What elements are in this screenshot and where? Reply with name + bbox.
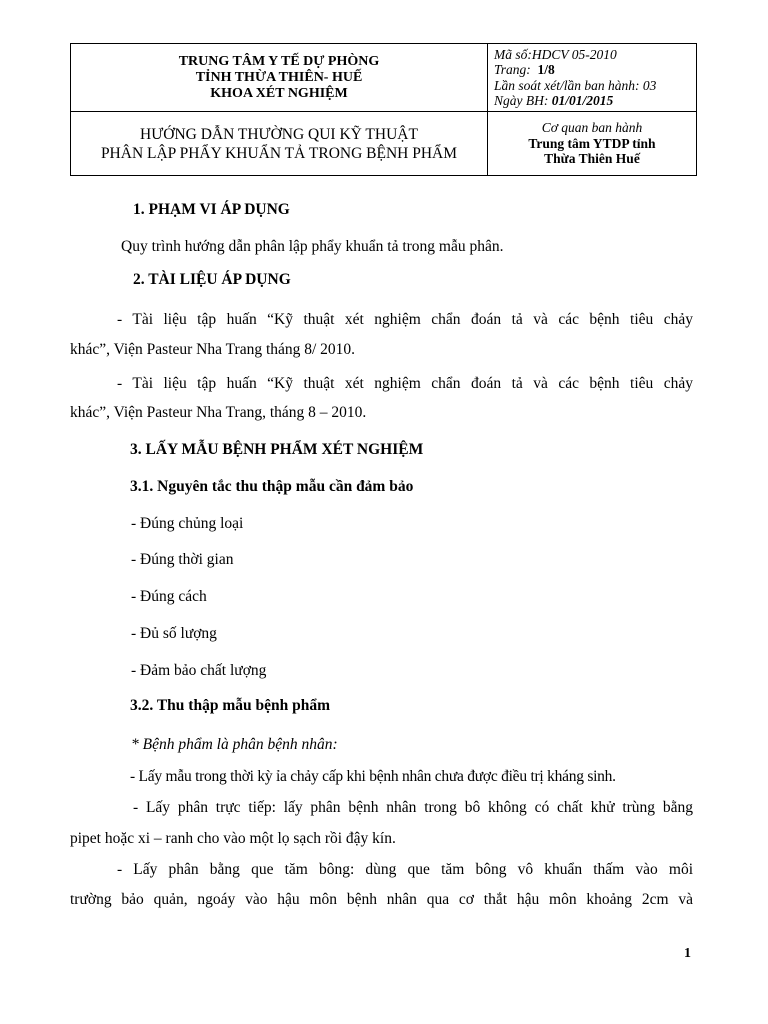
procedure-paragraph-1: - Lấy mẫu trong thời kỳ ỉa chảy cấp khi bệnh nhân chưa được điều trị kháng sinh.	[130, 768, 616, 785]
document-info-cell	[488, 44, 697, 112]
revision-info: Lần soát xét/lần ban hành: 03	[494, 77, 657, 93]
principle-item: - Đúng chủng loại	[131, 515, 244, 532]
procedure-paragraph-3-line-1: - Lấy phân bằng que tăm bông: dùng que tăm bông vô khuẩn thấm vào môi	[117, 861, 693, 878]
title-line-2: PHÂN LẬP PHẨY KHUẨN TẢ TRONG BỆNH PHẨM	[100, 144, 458, 162]
section-1-heading: 1. PHẠM VI ÁP DỤNG	[133, 201, 290, 218]
procedure-paragraph-2-line-1: - Lấy phân trực tiếp: lấy phân bệnh nhân trong bô không có chất khử trùng bằng	[133, 799, 693, 816]
org-line-3: KHOA XÉT NGHIỆM	[210, 85, 348, 101]
section-3-1-heading: 3.1. Nguyên tắc thu thập mẫu cần đảm bảo	[130, 478, 414, 495]
org-line-2: TỈNH THỪA THIÊN- HUẾ	[195, 69, 363, 85]
section-3-2-heading: 3.2. Thu thập mẫu bệnh phẩm	[130, 697, 331, 714]
section-2-heading: 2. TÀI LIỆU ÁP DỤNG	[133, 271, 291, 288]
reference-1-line-1: - Tài liệu tập huấn “Kỹ thuật xét nghiệm chẩn đoán tả và các bệnh tiêu chảy	[117, 311, 693, 328]
organization-cell	[71, 44, 488, 112]
issuer-label: Cơ quan ban hành	[541, 120, 643, 136]
org-line-1: TRUNG TÂM Y TẾ DỰ PHÒNG	[178, 53, 380, 69]
issuer-line-1: Trung tâm YTDP tỉnh	[528, 135, 656, 151]
reference-2-line-1: - Tài liệu tập huấn “Kỹ thuật xét nghiệm chẩn đoán tả và các bệnh tiêu chảy	[117, 375, 693, 392]
page-info: Trang: 1/8	[494, 62, 555, 77]
section-3-heading: 3. LẤY MẪU BỆNH PHẨM XÉT NGHIỆM	[130, 441, 424, 458]
principle-item: - Đảm bảo chất lượng	[131, 662, 267, 679]
principle-item: - Đúng thời gian	[131, 551, 234, 568]
specimen-note: * Bệnh phẩm là phân bệnh nhân:	[131, 736, 338, 753]
document-code: Mã số:HDCV 05-2010	[494, 46, 617, 62]
issuer-cell	[488, 112, 697, 176]
principle-item: - Đúng cách	[131, 588, 207, 605]
reference-1-line-2: khác”, Viện Pasteur Nha Trang tháng 8/ 2010.	[70, 341, 356, 358]
section-1-text: Quy trình hướng dẫn phân lập phẩy khuẩn tả trong mẫu phân.	[121, 238, 504, 255]
title-line-1: HƯỚNG DẪN THƯỜNG QUI KỸ THUẬT	[140, 125, 418, 143]
procedure-paragraph-3-line-2: trường bảo quản, ngoáy vào hậu môn bệnh nhân qua cơ thắt hậu môn khoảng 2cm và	[70, 891, 693, 908]
document-header-table	[70, 43, 697, 176]
principle-item: - Đủ số lượng	[131, 625, 217, 642]
issuer-line-2: Thừa Thiên Huế	[544, 151, 640, 167]
page-number: 1	[684, 946, 691, 961]
procedure-paragraph-2-line-2: pipet hoặc xi – ranh cho vào một lọ sạch rồi đậy kín.	[70, 830, 396, 847]
reference-2-line-2: khác”, Viện Pasteur Nha Trang, tháng 8 – 2010.	[70, 404, 367, 421]
document-title-cell	[71, 112, 488, 176]
issue-date: Ngày BH: 01/01/2015	[494, 93, 614, 108]
